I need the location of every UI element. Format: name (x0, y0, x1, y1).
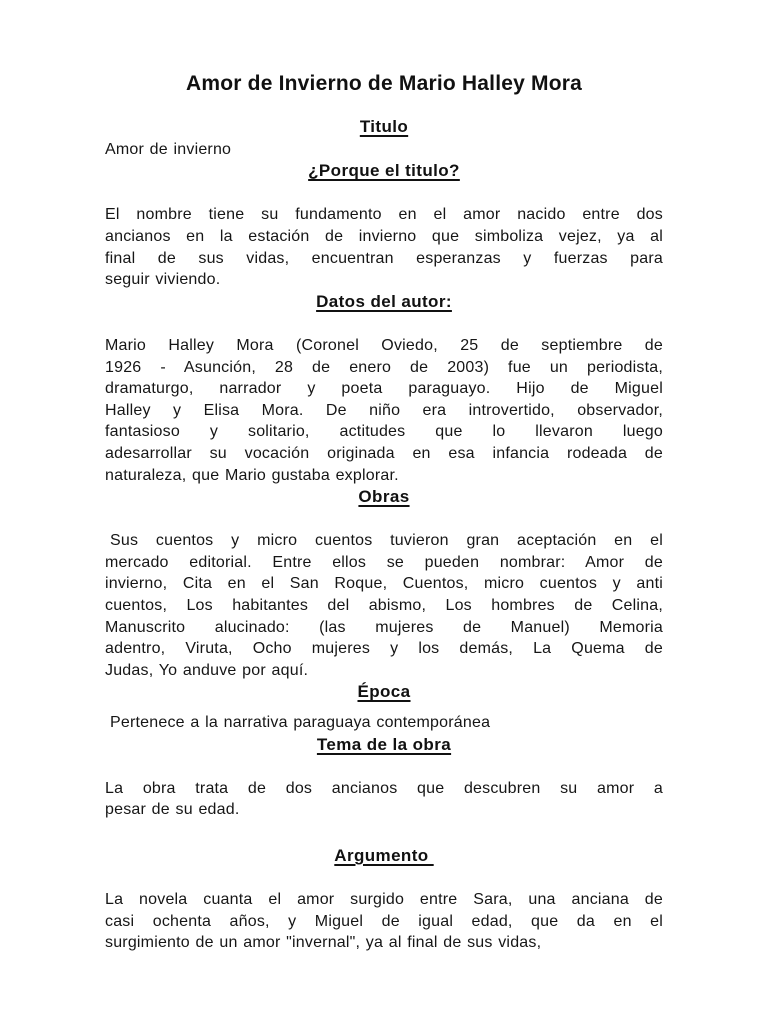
paragraph (105, 889, 663, 954)
text-line: Judas, Yo anduve por aquí. (105, 661, 309, 679)
text-line: surgimiento de un amor "invernal", ya al final de sus vidas, (105, 934, 542, 952)
spacer (105, 183, 663, 205)
paragraph (105, 335, 663, 486)
text-line: Sus cuentos y micro cuentos tuvieron gran aceptación en el (110, 532, 663, 550)
text-line: dramaturgo, narrador y poeta paraguayo. Hijo de Miguel (105, 380, 663, 398)
text-line: La novela cuanta el amor surgido entre Sara, una anciana de (105, 891, 663, 909)
text-line: naturaleza, que Mario gustaba explorar. (105, 466, 399, 484)
text-line: adentro, Viruta, Ocho mujeres y los demás, La Quema de (105, 640, 663, 658)
text-line: fantasioso y solitario, actitudes que lo llevaron luego (105, 423, 663, 441)
section-heading-datos-del-autor (105, 291, 663, 314)
heading-text: Datos del autor: (316, 291, 452, 311)
heading-text: Tema de la obra (316, 734, 452, 754)
text-line: Pertenece a la narrativa paraguaya contemporánea (110, 714, 491, 732)
section-heading-obras (105, 486, 663, 509)
spacer (105, 704, 663, 712)
text-line: cuentos, Los habitantes del abismo, Los hombres de Celina, (105, 597, 663, 615)
text-line: mercado editorial. Entre ellos se pueden nombrar: Amor de (105, 553, 663, 571)
text-line: Amor de invierno (105, 140, 232, 158)
spacer (105, 868, 663, 890)
text-line: casi ochenta años, y Miguel de igual edad, que da en el (105, 912, 663, 930)
text-line: La obra trata de dos ancianos que descubren su amor a (105, 779, 663, 797)
heading-text: Obras (358, 487, 410, 507)
heading-text: Titulo (359, 117, 409, 136)
text-line: pesar de su edad. (105, 801, 240, 819)
text-line: Manuscrito alucinado: (las mujeres de Manuel) Memoria (105, 618, 663, 636)
spacer (105, 509, 663, 531)
document-body (105, 116, 663, 954)
section-heading-titulo (105, 116, 663, 139)
section-heading-argumento (105, 845, 663, 868)
text-line: Mario Halley Mora (Coronel Oviedo, 25 de septiembre de (105, 336, 663, 354)
text-line: adesarrollar su vocación originada en esa infancia rodeada de (105, 444, 663, 462)
section-heading-tema-de-la-obra (105, 734, 663, 757)
heading-text: Argumento (334, 846, 434, 865)
paragraph (105, 204, 663, 290)
text-line: 1926 - Asunción, 28 de enero de 2003) fue un periodista, (105, 358, 663, 376)
text-line: seguir viviendo. (105, 271, 221, 289)
text-line: El nombre tiene su fundamento en el amor nacido entre dos (105, 206, 663, 224)
heading-text: ¿Porque el titulo? (308, 161, 460, 181)
text-line: ancianos en la estación de invierno que simboliza vejez, ya al (105, 227, 663, 245)
paragraph (105, 530, 663, 681)
text-line: invierno, Cita en el San Roque, Cuentos, micro cuentos y anti (105, 575, 663, 593)
section-heading-epoca (105, 681, 663, 704)
text-line: Halley y Elisa Mora. De niño era introvertido, observador, (105, 401, 663, 419)
heading-text: Época (357, 682, 411, 702)
spacer (105, 313, 663, 335)
text-line: final de sus vidas, encuentran esperanzas y fuerzas para (105, 249, 663, 267)
document-title: Amor de Invierno de Mario Halley Mora (186, 72, 582, 95)
spacer (105, 756, 663, 778)
section-heading-porque-el-titulo (105, 160, 663, 183)
paragraph (105, 778, 663, 821)
spacer (105, 821, 663, 845)
